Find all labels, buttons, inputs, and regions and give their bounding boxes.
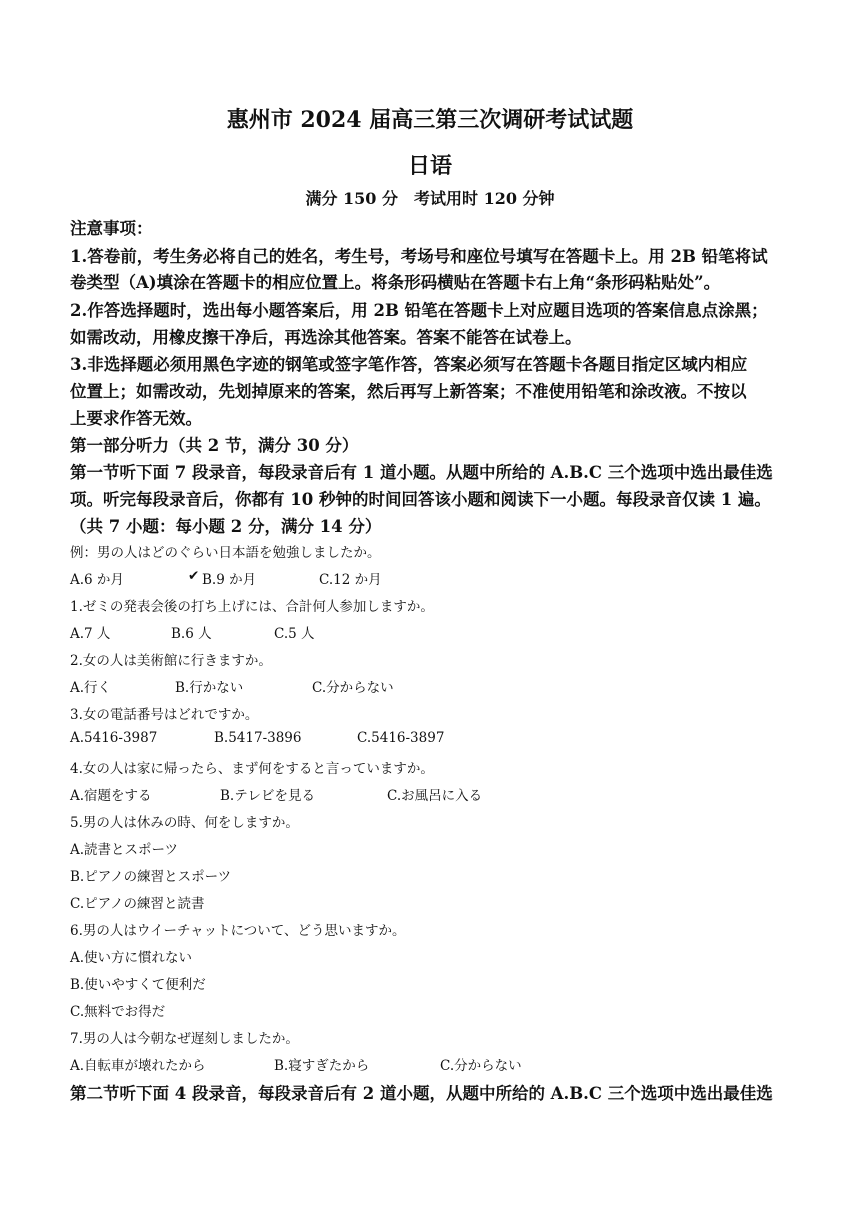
question-7: 7.男の人は今朝なぜ遅刻しましたか。 [70,1031,299,1047]
option-b: B.使いやすくて便利だ [70,977,206,993]
part1-heading: 第一部分听力（共 2 节，满分 30 分） [70,436,359,455]
option-c: C.分からない [440,1058,522,1074]
question-6: 6.男の人はウイーチャットについて、どう思いますか。 [70,923,406,939]
option-c: C.5 人 [274,626,315,642]
question-5: 5.男の人は休みの時、何をしますか。 [70,815,299,831]
option-b: B.6 人 [171,626,212,642]
question-4-options [70,784,790,804]
option-a: A.6 か月 [70,572,124,588]
notice-line: 2.作答选择题时，选出每小题答案后，用 2B 铅笔在答题卡上对应题目选项的答案信息点涂黑； [70,301,768,320]
notice-line: 上要求作答无效。 [70,409,202,428]
option-a: A.宿題をする [70,788,152,804]
option-b: B.行かない [175,680,244,696]
check-icon: ✔ [188,568,200,584]
option-c: C.お風呂に入る [387,788,483,804]
option-b: B.寝すぎたから [274,1058,370,1074]
question-2: 2.女の人は美術館に行きますか。 [70,653,272,669]
question-2-options [70,676,790,696]
option-a: A.行く [70,680,112,696]
option-c: C.ピアノの練習と読書 [70,896,205,912]
exam-title: 惠州市 2024 届高三第三次调研考试试题 [226,107,634,133]
question-7-options [70,1054,790,1074]
question-3-options [70,730,790,750]
section1-instruction: （共 7 小题：每小题 2 分，满分 14 分） [70,517,382,536]
notice-line: 卷类型（A)填涂在答题卡的相应位置上。将条形码横贴在答题卡右上角“条形码粘贴处”。 [70,273,721,292]
option-b: B.9 か月 [202,572,257,588]
question-4: 4.女の人は家に帰ったら、まず何をすると言っていますか。 [70,761,434,777]
question-1-options [70,622,790,642]
question-3: 3.女の電話番号はどれですか。 [70,707,259,723]
option-c: C.12 か月 [319,572,382,588]
question-1: 1.ゼミの発表会後の打ち上げには、合計何人参加しますか。 [70,599,434,615]
option-c: C.分からない [312,680,394,696]
notice-line: 1.答卷前，考生务必将自己的姓名，考生号，考场号和座位号填写在答题卡上。用 2B 铅笔将试 [70,247,768,266]
option-a: A.5416-3987 [70,730,158,746]
option-a: A.7 人 [70,626,111,642]
option-a: A.読書とスポーツ [70,842,179,858]
section1-instruction: 项。听完每段录音后，你都有 10 秒钟的时间回答该小题和阅读下一小题。每段录音仅读 1 遍。 [70,490,771,509]
example-options [70,568,790,588]
notice-line: 如需改动，用橡皮擦干净后，再选涂其他答案。答案不能答在试卷上。 [70,328,582,347]
notice-heading: 注意事项： [70,219,153,238]
exam-meta: 满分 150 分 考试用时 120 分钟 [305,189,555,208]
option-b: B.ピアノの練習とスポーツ [70,869,232,885]
option-b: B.5417-3896 [214,730,302,746]
notice-line: 位置上；如需改动，先划掉原来的答案，然后再写上新答案；不准使用铅笔和涂改液。不按以 [70,382,747,401]
option-a: A.自転車が壊れたから [70,1058,206,1074]
option-b: B.テレビを見る [220,788,315,804]
subject-title: 日语 [407,153,452,179]
example-question: 例：男の人はどのぐらい日本語を勉強しましたか。 [70,545,381,561]
section1-instruction: 第一节听下面 7 段录音，每段录音后有 1 道小题。从题中所给的 A.B.C 三个选项中选出最佳选 [70,463,773,482]
section2-instruction: 第二节听下面 4 段录音，每段录音后有 2 道小题，从题中所给的 A.B.C 三个选项中选出最佳选 [70,1084,773,1103]
option-c: C.無料でお得だ [70,1004,166,1020]
option-a: A.使い方に慣れない [70,950,193,966]
option-c: C.5416-3897 [357,730,445,746]
notice-line: 3.非选择题必须用黑色字迹的钢笔或签字笔作答，答案必须写在答题卡各题目指定区域内相应 [70,355,748,374]
